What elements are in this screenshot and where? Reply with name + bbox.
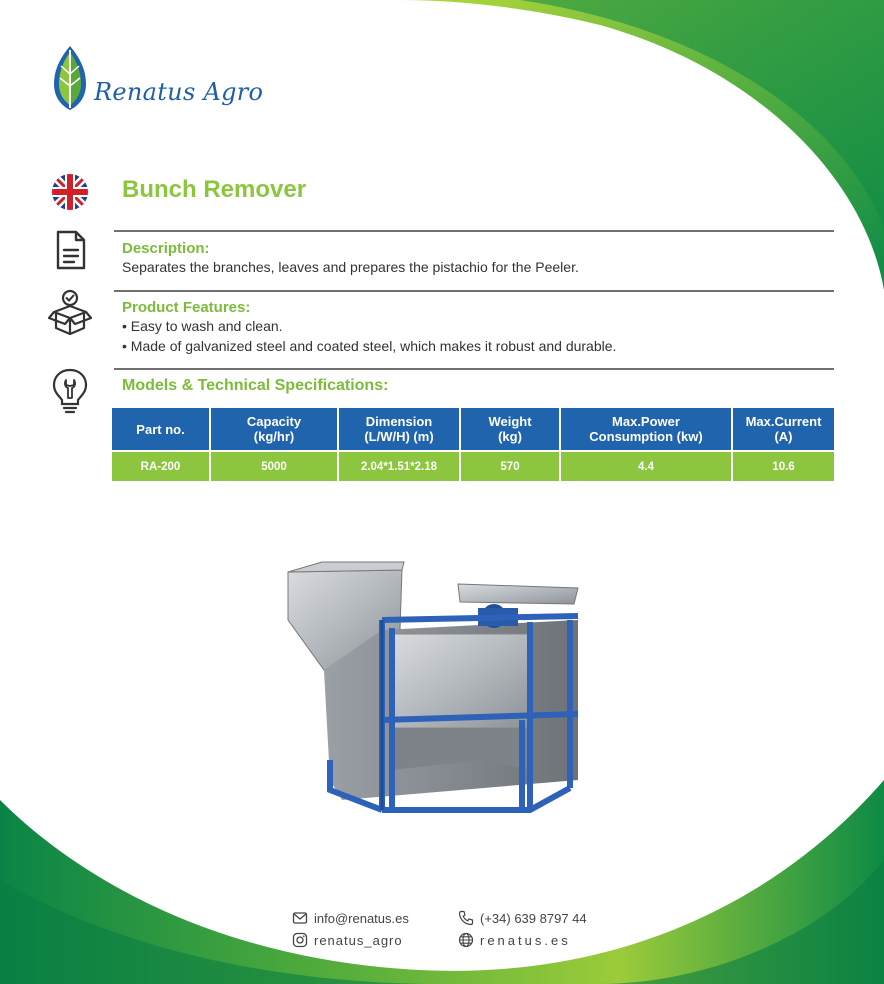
phone-icon: [458, 910, 474, 926]
models-heading: Models & Technical Specifications:: [122, 377, 389, 394]
website-contact[interactable]: [458, 932, 571, 948]
description-heading: Description:: [122, 240, 210, 257]
divider: [114, 290, 834, 292]
header-max-current: Max.Current (A): [732, 408, 834, 451]
email-contact[interactable]: [292, 910, 409, 926]
table-row: [112, 451, 834, 481]
features-heading: Product Features:: [122, 299, 251, 316]
email-text: info@renatus.es: [314, 911, 409, 926]
header-max-power: Max.Power Consumption (kw): [560, 408, 732, 451]
document-icon: [46, 226, 94, 274]
description-section: [122, 240, 822, 277]
website-text: renatus.es: [480, 933, 571, 948]
feature-item: • Easy to wash and clean.: [122, 318, 283, 334]
description-text: Separates the branches, leaves and prepares the pistachio for the Peeler.: [122, 259, 579, 275]
header-dimension: Dimension (L/W/H) (m): [338, 408, 460, 451]
cell-max-power: 4.4: [560, 451, 732, 481]
header-capacity: Capacity (kg/hr): [210, 408, 338, 451]
globe-icon: [458, 932, 474, 948]
cell-part-no: RA-200: [112, 451, 210, 481]
phone-text: (+34) 639 8797 44: [480, 911, 587, 926]
mail-icon: [292, 910, 308, 926]
cell-capacity: 5000: [210, 451, 338, 481]
box-check-icon: [46, 288, 94, 336]
brand-logo[interactable]: [50, 44, 290, 114]
leaf-logo-icon: [50, 44, 90, 112]
instagram-contact[interactable]: [292, 932, 403, 948]
cell-max-current: 10.6: [732, 451, 834, 481]
features-section: [122, 299, 822, 356]
divider: [114, 368, 834, 370]
instagram-text: renatus_agro: [314, 933, 403, 948]
machine-image: [282, 560, 582, 820]
brand-name: Renatus Agro: [94, 78, 264, 106]
uk-flag-icon: [46, 168, 94, 216]
header-part-no: Part no.: [112, 408, 210, 451]
instagram-icon: [292, 932, 308, 948]
table-header-row: [112, 408, 834, 451]
cell-dimension: 2.04*1.51*2.18: [338, 451, 460, 481]
phone-contact[interactable]: [458, 910, 587, 926]
spec-table: [112, 408, 834, 481]
lightbulb-wrench-icon: [46, 366, 94, 414]
feature-item: • Made of galvanized steel and coated steel, which makes it robust and durable.: [122, 338, 617, 354]
divider: [114, 230, 834, 232]
product-title: Bunch Remover: [122, 176, 307, 203]
cell-weight: 570: [460, 451, 560, 481]
header-weight: Weight (kg): [460, 408, 560, 451]
